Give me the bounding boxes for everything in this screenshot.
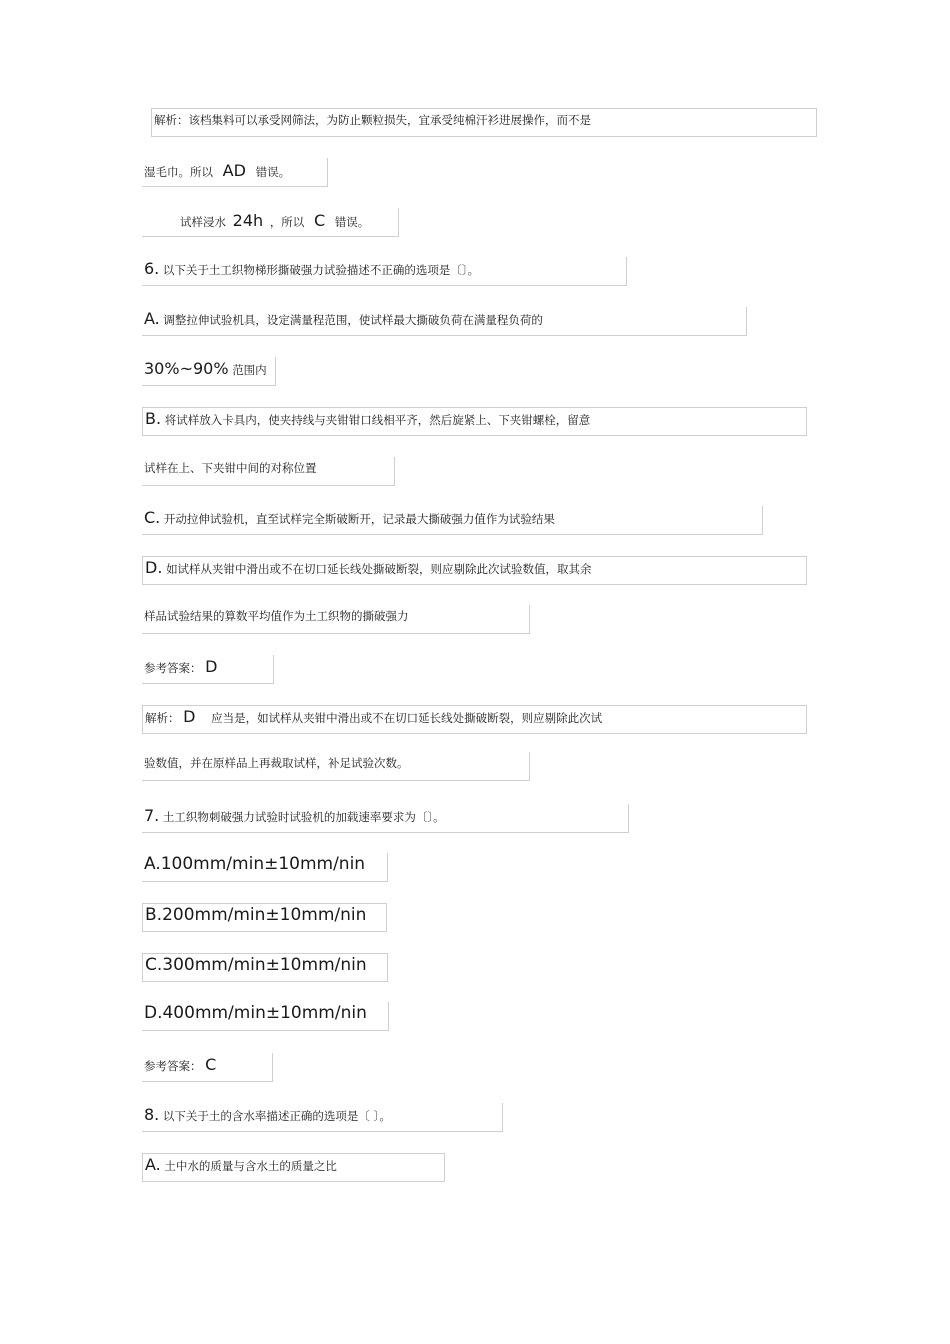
option-text: 范围内 [232,363,267,377]
option-letter: A. [144,309,160,328]
option-text: 将试样放入卡具内，使夹持线与夹钳钳口线相平齐，然后旋紧上、下夹钳螺栓，留意 [164,413,591,427]
explanation-value: 24h [232,211,264,230]
answer-value: C [205,1055,217,1074]
explanation-text: 湿毛巾。所以 [144,165,213,179]
option-text: B.200mm/min±10mm/nin [145,905,367,925]
option-letter: A. [145,1155,161,1174]
explanation-line [142,158,328,187]
explanation-line [151,108,817,137]
question-6-option-b-cont [142,457,395,486]
explanation-label: 解析： [145,711,180,725]
explanation-line [142,208,399,237]
question-6-option-a-cont [142,357,276,386]
question-6-option-b [142,407,807,436]
option-text: 如试样从夹钳中滑出或不在切口延长线处撕破断裂，则应剔除此次试验数值，取其余 [166,562,592,576]
option-letter: D. [145,558,163,577]
question-8-option-a [142,1153,445,1182]
question-7-title [142,804,629,833]
question-6-option-d-cont [142,605,530,634]
explanation-option-ref: D [183,707,196,726]
question-number: 6. [144,259,160,278]
question-number: 8. [144,1105,160,1124]
question-6-title [142,257,627,286]
option-text: 试样在上、下夹钳中间的对称位置 [144,461,317,475]
option-value: 30%~90% [144,359,229,378]
explanation-text: ，所以 [269,215,305,229]
question-7-answer [142,1053,273,1082]
question-6-explanation [142,705,807,734]
question-text: 以下关于土的含水率描述正确的选项是〔 〕。 [162,1109,391,1123]
answer-label: 参考答案： [144,661,202,675]
question-text: 土工织物刺破强力试验时试验机的加载速率要求为〔〕。 [162,810,445,824]
option-letter: C. [144,508,161,527]
option-text: C.300mm/min±10mm/nin [145,955,367,975]
question-6-answer [142,655,274,684]
option-text: A.100mm/min±10mm/nin [144,854,366,874]
explanation-text: 验数值，并在原样品上再裁取试样，补足试验次数。 [144,756,409,770]
question-6-option-a [142,307,747,336]
question-text: 以下关于土工织物梯形撕破强力试验描述不正确的选项是〔〕。 [162,263,480,277]
question-6-explanation-cont [142,752,530,781]
question-7-option-a [142,853,388,882]
explanation-text: 应当是，如试样从夹钳中滑出或不在切口延长线处撕破断裂，则应剔除此次试 [211,711,603,725]
explanation-option-ref: AD [222,161,246,180]
option-text: 样品试验结果的算数平均值作为土工织物的撕破强力 [144,609,409,623]
explanation-text: 试样浸水 [180,215,226,229]
answer-value: D [205,657,218,676]
question-7-option-d [142,1002,389,1031]
option-text: 调整拉伸试验机具，设定满量程范围，使试样最大撕破负荷在满量程负荷的 [163,313,543,327]
option-text: 土中水的质量与含水土的质量之比 [164,1159,337,1173]
question-6-option-d [142,556,807,585]
option-text: D.400mm/min±10mm/nin [144,1003,367,1023]
question-6-option-c [142,506,763,535]
option-text: 开动拉伸试验机，直至试样完全斯破断开，记录最大撕破强力值作为试验结果 [163,512,555,526]
option-letter: B. [145,409,162,428]
question-7-option-c [142,953,388,982]
explanation-option-ref: C [313,211,326,230]
question-8-title [142,1103,503,1132]
answer-label: 参考答案： [144,1059,202,1073]
explanation-text: 错误。 [334,215,370,229]
explanation-text: 解析：该档集料可以承受网筛法，为防止颗粒损失，宜承受纯棉汗衫进展操作，而不是 [154,113,591,127]
explanation-text: 错误。 [255,165,291,179]
question-7-option-b [142,903,387,932]
question-number: 7. [144,806,160,825]
